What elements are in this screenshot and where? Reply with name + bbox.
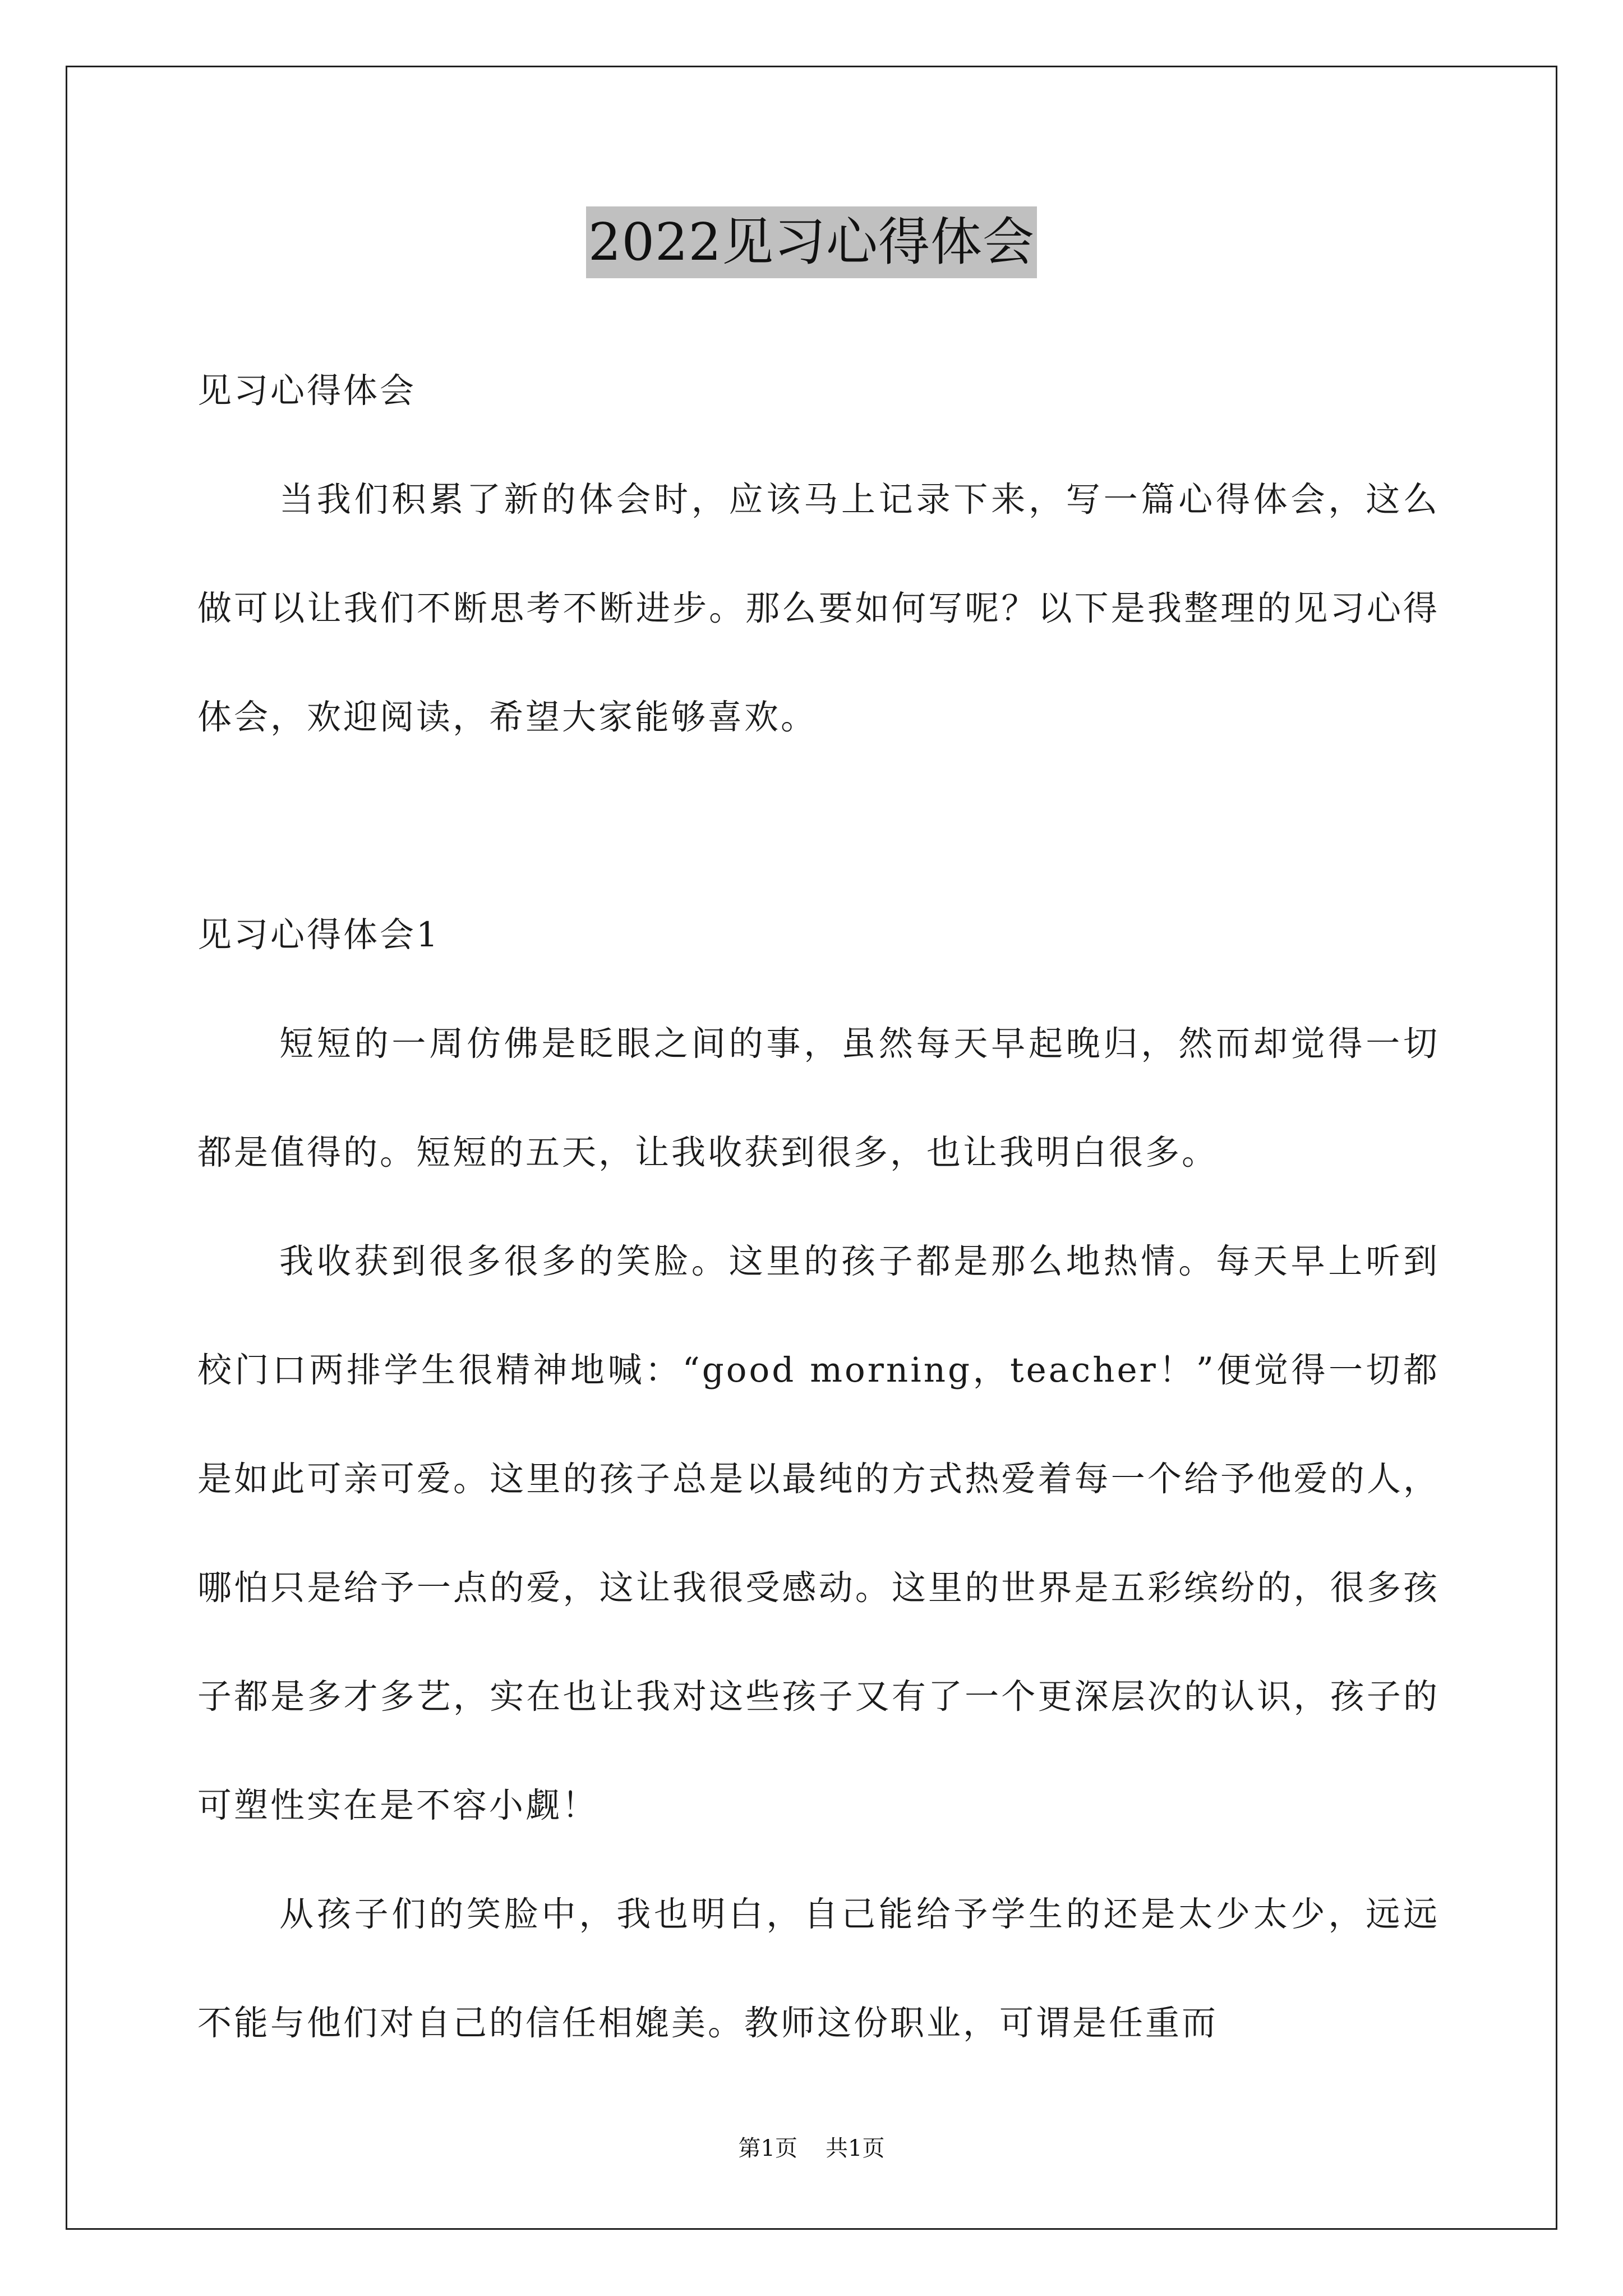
page-footer: [0, 2132, 1623, 2165]
document-title: 2022见习心得体会: [586, 206, 1037, 278]
title-wrap: [0, 206, 1623, 278]
section-heading: 见习心得体会1: [197, 915, 440, 955]
body-paragraph-1: 短短的一周仿佛是眨眼之间的事，虽然每天早起晚归，然而却觉得一切都是值得的。短短的五天，让我收获到很多，也让我明白很多。: [197, 1024, 1440, 1172]
subtitle: 见习心得体会: [197, 371, 417, 411]
body-paragraph-2: 我收获到很多很多的笑脸。这里的孩子都是那么地热情。每天早上听到校门口两排学生很精神地喊：“good morning，teacher！”便觉得一切都是如此可亲可爱。这里的孩子总是以最纯的方式热爱着每一个给予他爱的人，哪怕只是给予一点的爱，这让我很受感动。这里的世界是五彩缤纷的，很多孩子都是多才多艺，实在也让我对这些孩子又有了一个更深层次的认识，孩子的可塑性实在是不容小觑！: [197, 1241, 1440, 1825]
document-body: [197, 337, 1440, 2078]
intro-paragraph: 当我们积累了新的体会时，应该马上记录下来，写一篇心得体会，这么做可以让我们不断思考不断进步。那么要如何写呢？以下是我整理的见习心得体会，欢迎阅读，希望大家能够喜欢。: [197, 480, 1440, 737]
page-number: 第1页: [738, 2136, 797, 2161]
body-paragraph-3: 从孩子们的笑脸中，我也明白，自己能给予学生的还是太少太少，远远不能与他们对自己的信任相媲美。教师这份职业，可谓是任重而: [197, 1894, 1440, 2043]
page-total: 共1页: [826, 2136, 885, 2161]
